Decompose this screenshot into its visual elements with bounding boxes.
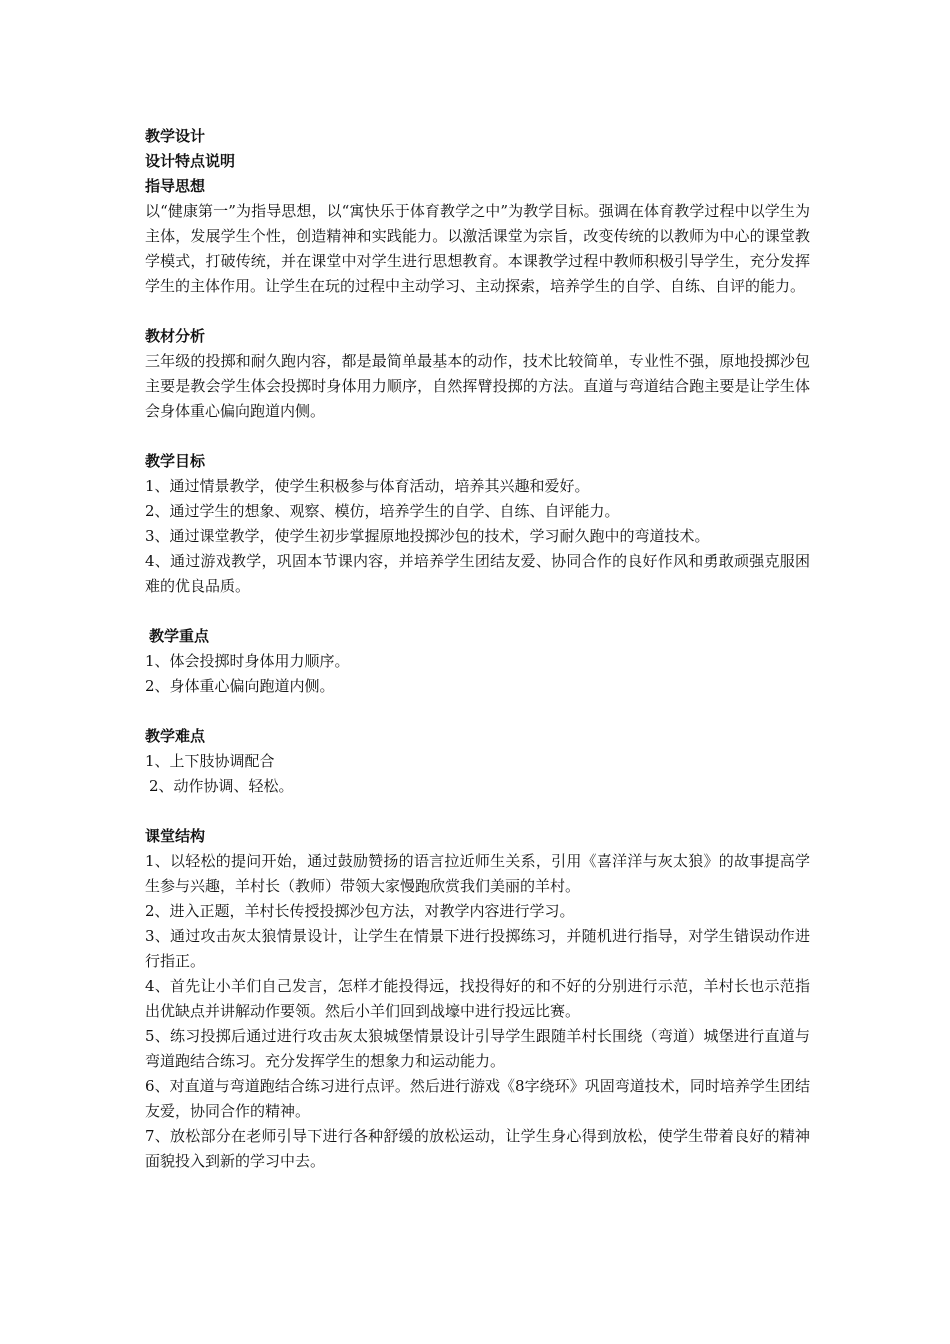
structure-item: 6、对直道与弯道跑结合练习进行点评。然后进行游戏《8字绕环》巩固弯道技术，同时培养学生团结友爱，协同合作的精神。 [145,1077,810,1120]
difficulty-item: 1、上下肢协调配合 [145,752,275,770]
doc-title: 教学设计 [145,127,206,145]
spacer [145,699,810,724]
structure-heading: 课堂结构 [145,827,206,845]
goals-heading: 教学目标 [145,452,206,470]
guiding-heading: 指导思想 [145,177,206,195]
goal-item: 4、通过游戏教学，巩固本节课内容，并培养学生团结友爱、协同合作的良好作风和勇敢顽强克服困难的优良品质。 [145,552,810,595]
spacer [145,299,810,324]
document-page [145,124,810,1174]
goal-item: 3、通过课堂教学，使学生初步掌握原地投掷沙包的技术，学习耐久跑中的弯道技术。 [145,527,710,545]
doc-subtitle: 设计特点说明 [145,152,236,170]
difficulties-heading: 教学难点 [145,727,206,745]
keypoints-heading: 教学重点 [149,627,210,645]
structure-item: 7、放松部分在老师引导下进行各种舒缓的放松运动，让学生身心得到放松，使学生带着良好的精神面貌投入到新的学习中去。 [145,1127,810,1170]
keypoint-item: 2、身体重心偏向跑道内侧。 [145,677,335,695]
structure-item: 5、练习投掷后通过进行攻击灰太狼城堡情景设计引导学生跟随羊村长围绕（弯道）城堡进行直道与弯道跑结合练习。充分发挥学生的想象力和运动能力。 [145,1027,810,1070]
difficulty-item: 2、动作协调、轻松。 [149,777,294,795]
keypoint-item: 1、体会投掷时身体用力顺序。 [145,652,350,670]
spacer [145,599,810,624]
goal-item: 2、通过学生的想象、观察、模仿，培养学生的自学、自练、自评能力。 [145,502,620,520]
structure-item: 4、首先让小羊们自己发言，怎样才能投得远，找投得好的和不好的分别进行示范，羊村长也示范指出优缺点并讲解动作要领。然后小羊们回到战壕中进行投远比赛。 [145,977,810,1020]
structure-item: 2、进入正题，羊村长传授投掷沙包方法，对教学内容进行学习。 [145,902,575,920]
guiding-body: 以“健康第一”为指导思想，以“寓快乐于体育教学之中”为教学目标。强调在体育教学过程中以学生为主体，发展学生个性，创造精神和实践能力。以激活课堂为宗旨，改变传统的以教师为中心的课堂教学模式，打破传统，并在课堂中对学生进行思想教育。本课教学过程中教师积极引导学生，充分发挥学生的主体作用。让学生在玩的过程中主动学习、主动探索，培养学生的自学、自练、自评的能力。 [145,202,810,295]
material-heading: 教材分析 [145,327,206,345]
structure-item: 1、以轻松的提问开始，通过鼓励赞扬的语言拉近师生关系，引用《喜洋洋与灰太狼》的故事提高学生参与兴趣，羊村长（教师）带领大家慢跑欣赏我们美丽的羊村。 [145,852,810,895]
structure-item: 3、通过攻击灰太狼情景设计，让学生在情景下进行投掷练习，并随机进行指导，对学生错误动作进行指正。 [145,927,810,970]
material-body: 三年级的投掷和耐久跑内容，都是最简单最基本的动作，技术比较简单，专业性不强，原地投掷沙包主要是教会学生体会投掷时身体用力顺序，自然挥臂投掷的方法。直道与弯道结合跑主要是让学生体会身体重心偏向跑道内侧。 [145,352,810,420]
spacer [145,799,810,824]
spacer [145,424,810,449]
goal-item: 1、通过情景教学，使学生积极参与体育活动，培养其兴趣和爱好。 [145,477,590,495]
